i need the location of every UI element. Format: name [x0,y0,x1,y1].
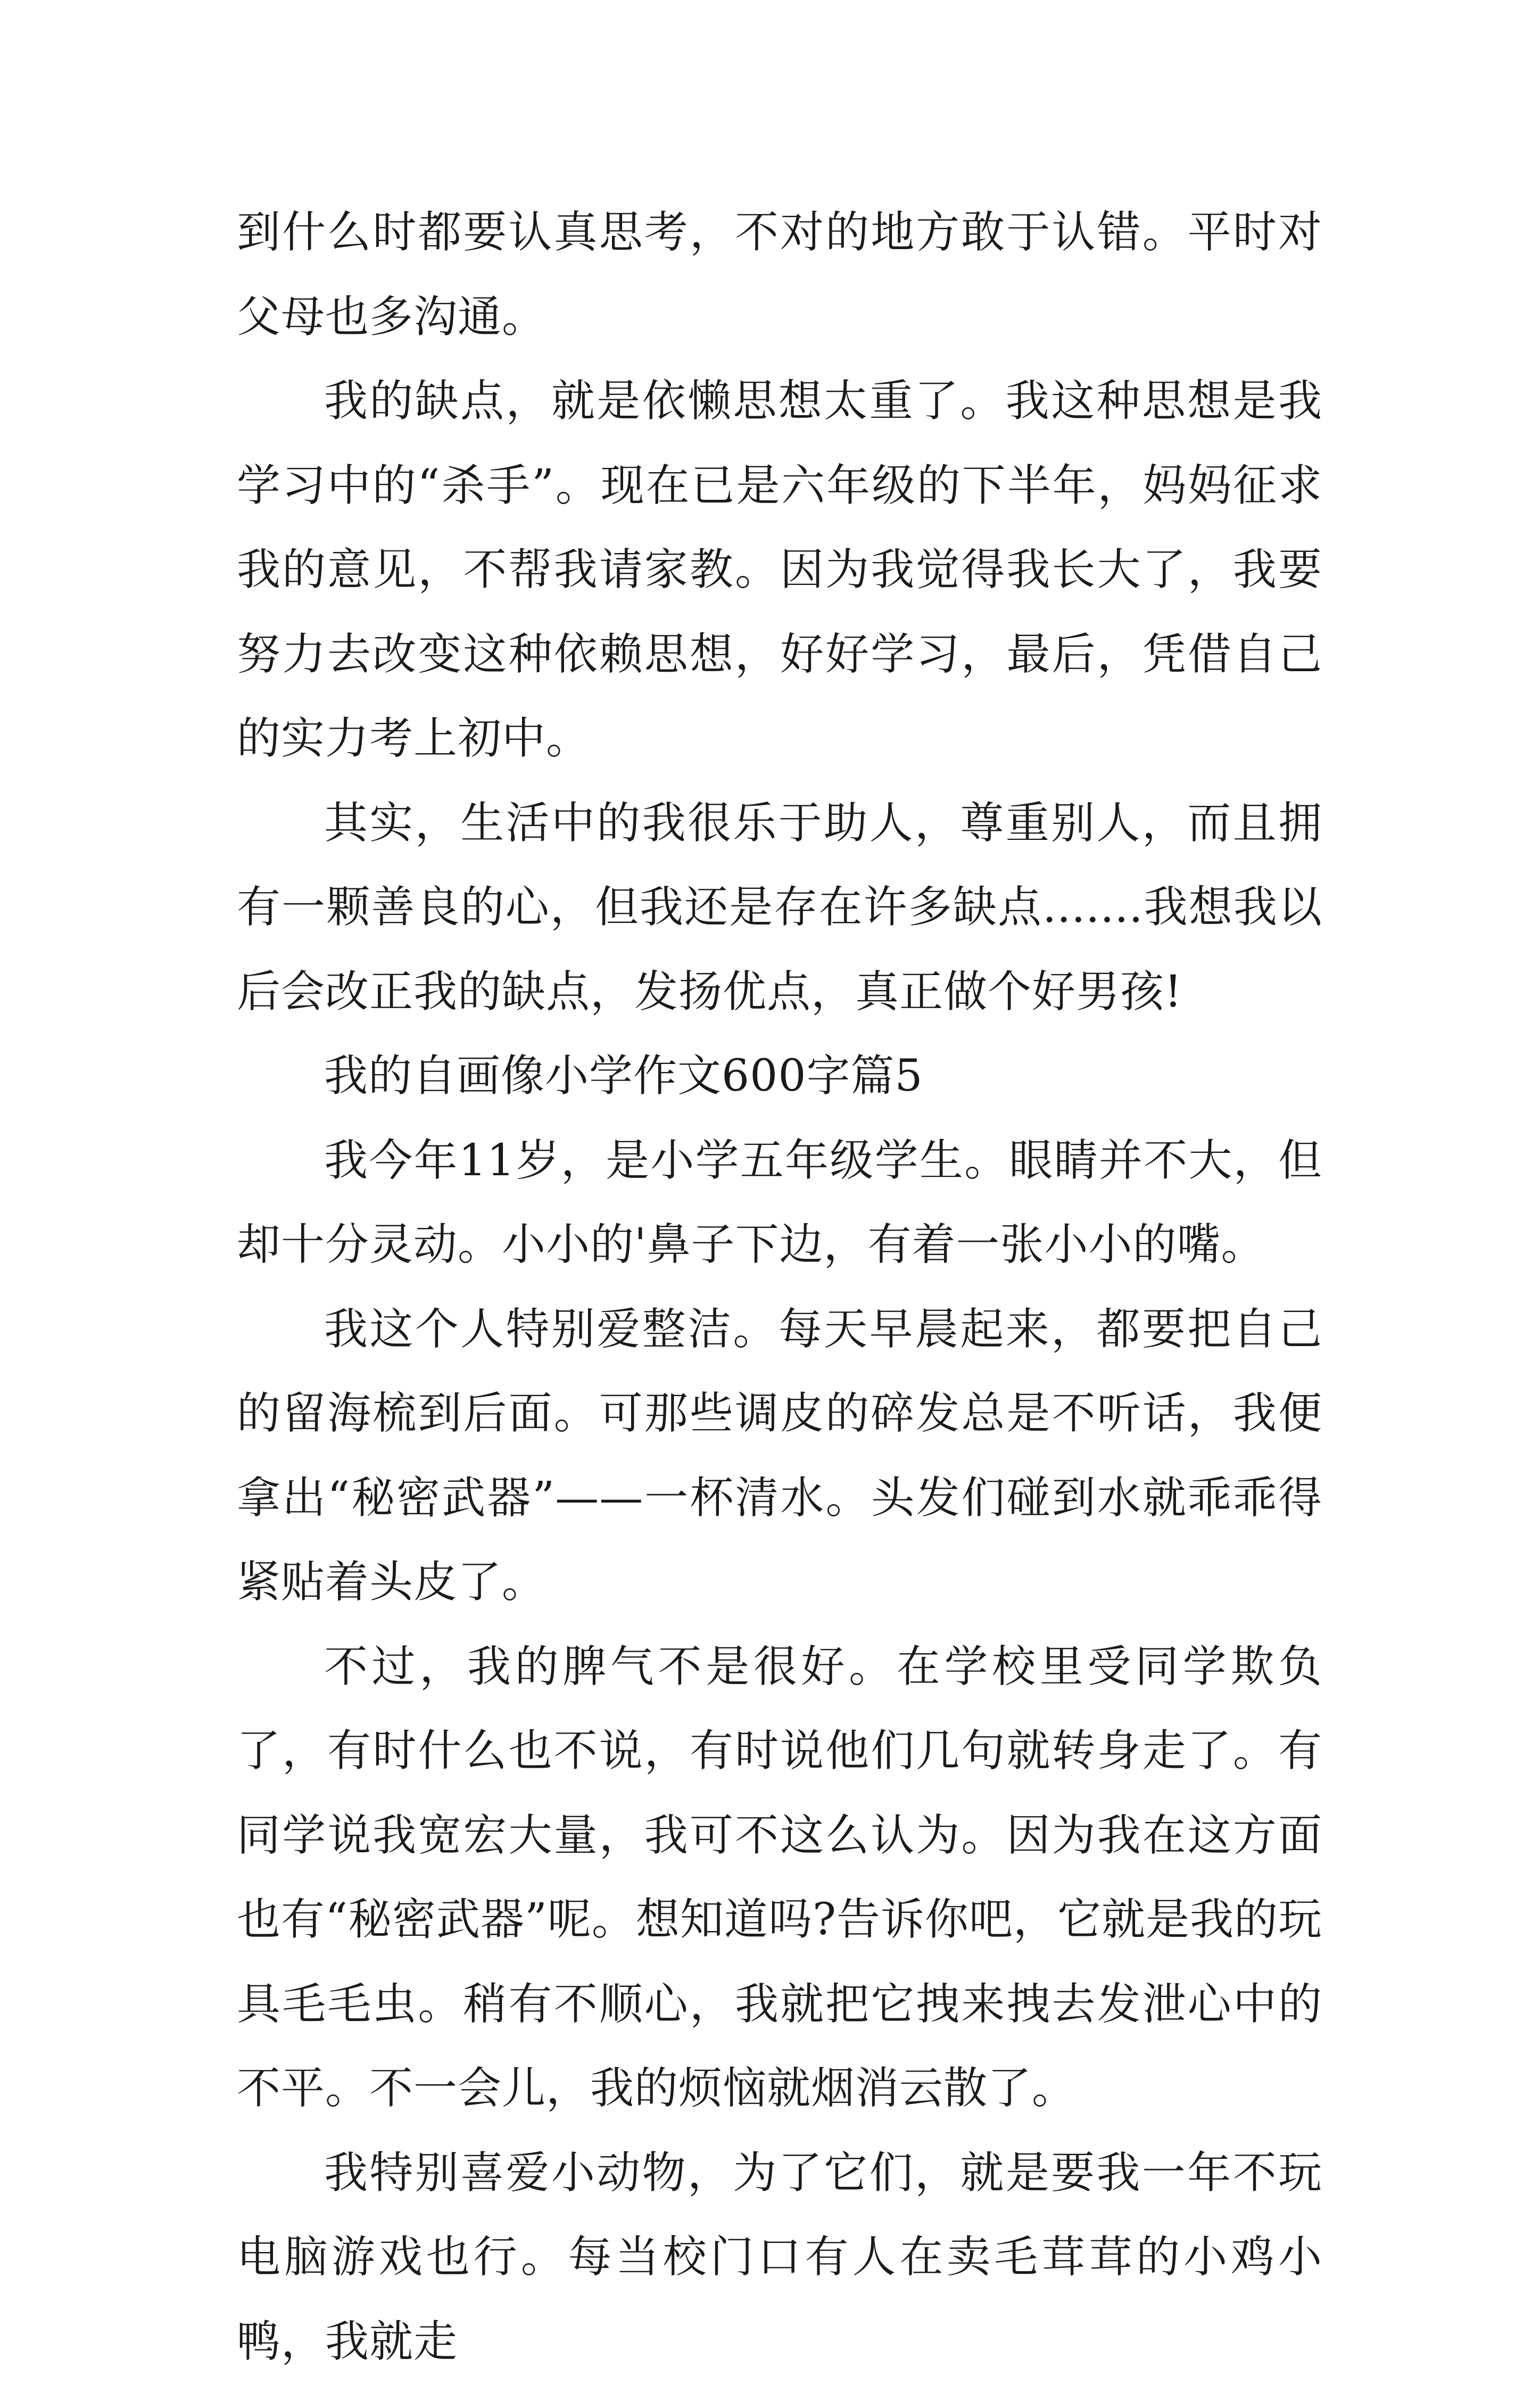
paragraph-animals: 我特别喜爱小动物，为了它们，就是要我一年不玩电脑游戏也行。每当校门口有人在卖毛茸茸的小鸡小鸭，我就走 [237,2131,1322,2384]
essay-body [237,191,1322,2384]
paragraph-continued: 到什么时都要认真思考，不对的地方敢于认错。平时对父母也多沟通。 [237,191,1322,359]
paragraph-intro: 我今年11岁，是小学五年级学生。眼睛并不大，但却十分灵动。小小的'鼻子下边，有着一张小小的嘴。 [237,1119,1322,1288]
paragraph-shortcomings: 我的缺点，就是依懒思想太重了。我这种思想是我学习中的“杀手”。现在已是六年级的下半年，妈妈征求我的意见，不帮我请家教。因为我觉得我长大了，我要努力去改变这种依赖思想，好好学习，最后，凭借自己的实力考上初中。 [237,359,1322,781]
section-heading: 我的自画像小学作文600字篇5 [237,1034,1322,1119]
paragraph-temper: 不过，我的脾气不是很好。在学校里受同学欺负了，有时什么也不说，有时说他们几句就转身走了。有同学说我宽宏大量，我可不这么认为。因为我在这方面也有“秘密武器”呢。想知道吗?告诉你吧，它就是我的玩具毛毛虫。稍有不顺心，我就把它拽来拽去发泄心中的不平。不一会儿，我的烦恼就烟消云散了。 [237,1625,1322,2131]
paragraph-tidy: 我这个人特别爱整洁。每天早晨起来，都要把自己的留海梳到后面。可那些调皮的碎发总是不听话，我便拿出“秘密武器”——一杯清水。头发们碰到水就乖乖得紧贴着头皮了。 [237,1288,1322,1625]
paragraph-summary: 其实，生活中的我很乐于助人，尊重别人，而且拥有一颗善良的心，但我还是存在许多缺点.......我想我以后会改正我的缺点，发扬优点，真正做个好男孩! [237,781,1322,1035]
